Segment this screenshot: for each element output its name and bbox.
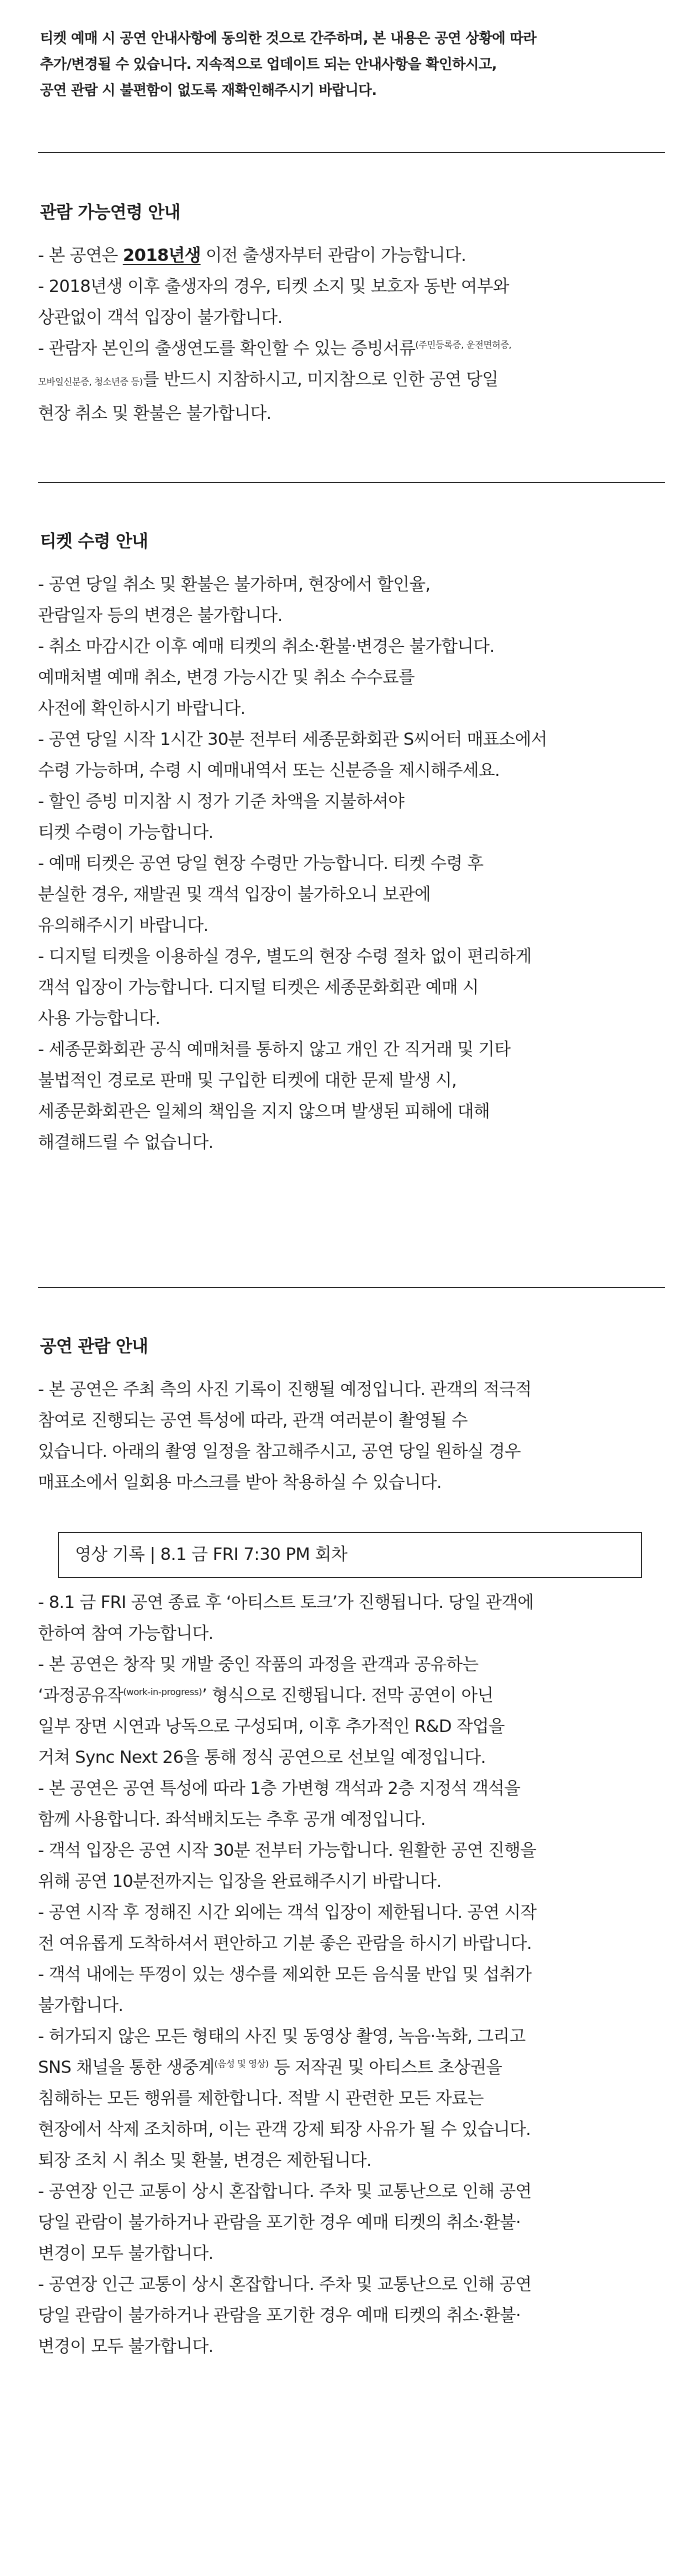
item-line: - 2018년생 이후 출생자의 경우, 티켓 소지 및 보호자 동반 여부와 bbox=[38, 277, 509, 297]
section-divider bbox=[38, 1287, 665, 1288]
video-recording-note: 영상 기록 | 8.1 금 FRI 7:30 PM 회차 bbox=[58, 1532, 642, 1578]
list-item bbox=[38, 725, 678, 787]
intro-line: 추가/변경될 수 있습니다. 지속적으로 업데이트 되는 안내사항을 확인하시고, bbox=[40, 57, 497, 73]
item-text: 등 저작권 및 아티스트 초상권을 bbox=[268, 2058, 503, 2078]
item-text: 이전 출생자부터 관람이 가능합니다. bbox=[200, 246, 466, 266]
item-line: 변경이 모두 불가합니다. bbox=[38, 2337, 214, 2357]
list-item bbox=[38, 787, 678, 849]
age-section-title: 관람 가능연령 안내 bbox=[40, 203, 181, 223]
item-line: 당일 관람이 불가하거나 관람을 포기한 경우 예매 티켓의 취소·환불· bbox=[38, 2213, 521, 2233]
item-text: SNS 채널을 통한 생중계 bbox=[38, 2058, 215, 2078]
item-line: - 본 공연은 주최 측의 사진 기록이 진행될 예정입니다. 관객의 적극적 bbox=[38, 1380, 532, 1400]
list-item bbox=[38, 1960, 678, 2022]
item-text: 를 반드시 지참하시고, 미지참으로 인한 공연 당일 bbox=[142, 370, 499, 390]
item-rest bbox=[38, 2084, 678, 2177]
item-text: - 본 공연은 bbox=[38, 246, 123, 266]
item-text: ’ 형식으로 진행됩니다. 전막 공연이 아닌 bbox=[201, 1686, 494, 1706]
viewing-section-title: 공연 관람 안내 bbox=[40, 1337, 148, 1357]
item-line: 불법적인 경로로 판매 및 구입한 티켓에 대한 문제 발생 시, bbox=[38, 1071, 457, 1091]
item-line: 침해하는 모든 행위를 제한합니다. 적발 시 관련한 모든 자료는 bbox=[38, 2089, 484, 2109]
ticket-section-title: 티켓 수령 안내 bbox=[40, 532, 148, 552]
list-item bbox=[38, 1774, 678, 1836]
item-line: - 할인 증빙 미지참 시 정가 기준 차액을 지불하셔야 bbox=[38, 792, 405, 812]
item-text: ‘과정공유작 bbox=[38, 1686, 124, 1706]
item-line: 사전에 확인하시기 바랍니다. bbox=[38, 699, 246, 719]
item-line: - 공연 시작 후 정해진 시간 외에는 객석 입장이 제한됩니다. 공연 시작 bbox=[38, 1903, 537, 1923]
viewing-list bbox=[38, 1375, 678, 1499]
item-line: - 객석 입장은 공연 시작 30분 전부터 가능합니다. 원활한 공연 진행을 bbox=[38, 1841, 537, 1861]
item-line: - 허가되지 않은 모든 형태의 사진 및 동영상 촬영, 녹음·녹화, 그리고 bbox=[38, 2027, 526, 2047]
item-text: - 관람자 본인의 출생연도를 확인할 수 있는 증빙서류 bbox=[38, 339, 416, 359]
list-item bbox=[38, 1836, 678, 1898]
audio-video-note: (음성 및 영상) bbox=[214, 2060, 269, 2070]
list-item bbox=[38, 1588, 678, 1650]
list-item bbox=[38, 2022, 678, 2177]
item-line: 티켓 수령이 가능합니다. bbox=[38, 823, 214, 843]
list-item bbox=[38, 241, 678, 272]
intro-line: 티켓 예매 시 공연 안내사항에 동의한 것으로 간주하며, 본 내용은 공연 상황에 따라 bbox=[40, 31, 537, 47]
section-divider bbox=[38, 482, 665, 483]
item-line: - 취소 마감시간 이후 예매 티켓의 취소·환불·변경은 불가합니다. bbox=[38, 637, 495, 657]
item-line: 위해 공연 10분전까지는 입장을 완료해주시기 바랍니다. bbox=[38, 1872, 442, 1892]
item-line: 퇴장 조치 시 취소 및 환불, 변경은 제한됩니다. bbox=[38, 2151, 372, 2171]
item-line: - 공연 당일 시작 1시간 30분 전부터 세종문화회관 S씨어터 매표소에서 bbox=[38, 730, 547, 750]
item-line: 불가합니다. bbox=[38, 1996, 124, 2016]
item-line: 당일 관람이 불가하거나 관람을 포기한 경우 예매 티켓의 취소·환불· bbox=[38, 2306, 521, 2326]
item-line: 참여로 진행되는 공연 특성에 따라, 관객 여러분이 촬영될 수 bbox=[38, 1411, 468, 1431]
id-document-note: 모바일신분증, 청소년증 등) bbox=[38, 378, 143, 388]
list-item bbox=[38, 334, 678, 430]
item-line: - 객석 내에는 뚜껑이 있는 생수를 제외한 모든 음식물 반입 및 섭취가 bbox=[38, 1965, 532, 1985]
item-line: - 공연장 인근 교통이 상시 혼잡합니다. 주차 및 교통난으로 인해 공연 bbox=[38, 2182, 532, 2202]
item-line: 해결해드릴 수 없습니다. bbox=[38, 1133, 214, 1153]
item-line bbox=[38, 334, 678, 365]
ticket-list bbox=[38, 570, 678, 1159]
item-line: - 본 공연은 창작 및 개발 중인 작품의 과정을 관객과 공유하는 bbox=[38, 1655, 479, 1675]
item-line: - 세종문화회관 공식 예매처를 통하지 않고 개인 간 직거래 및 기타 bbox=[38, 1040, 511, 1060]
list-item bbox=[38, 2270, 678, 2363]
list-item bbox=[38, 1035, 678, 1159]
item-line: 예매처별 예매 취소, 변경 가능시간 및 취소 수수료를 bbox=[38, 668, 415, 688]
item-line: 변경이 모두 불가합니다. bbox=[38, 2244, 214, 2264]
item-line: - 디지털 티켓을 이용하실 경우, 별도의 현장 수령 절차 없이 편리하게 bbox=[38, 947, 532, 967]
list-item bbox=[38, 1898, 678, 1960]
item-line bbox=[38, 1681, 678, 1712]
item-line: 전 여유롭게 도착하셔서 편안하고 기분 좋은 관람을 하시기 바랍니다. bbox=[38, 1934, 532, 1954]
item-line: 현장에서 삭제 조치하며, 이는 관객 강제 퇴장 사유가 될 수 있습니다. bbox=[38, 2120, 531, 2140]
viewing-list bbox=[38, 1588, 678, 2363]
work-in-progress-note: (work-in-progress) bbox=[123, 1688, 202, 1698]
item-line: 일부 장면 시연과 낭독으로 구성되며, 이후 추가적인 R&D 작업을 bbox=[38, 1717, 505, 1737]
item-line: 객석 입장이 가능합니다. 디지털 티켓은 세종문화회관 예매 시 bbox=[38, 978, 479, 998]
item-line: 한하여 참여 가능합니다. bbox=[38, 1624, 214, 1644]
item-rest bbox=[38, 1712, 678, 1774]
item-line: - 공연 당일 취소 및 환불은 불가하며, 현장에서 할인율, bbox=[38, 575, 431, 595]
list-item bbox=[38, 1650, 678, 1774]
id-document-note: (주민등록증, 운전면허증, bbox=[415, 341, 512, 351]
item-line: 유의해주시기 바랍니다. bbox=[38, 916, 209, 936]
item-line: 있습니다. 아래의 촬영 일정을 참고해주시고, 공연 당일 원하실 경우 bbox=[38, 1442, 521, 1462]
item-line: - 예매 티켓은 공연 당일 현장 수령만 가능합니다. 티켓 수령 후 bbox=[38, 854, 484, 874]
item-line: 분실한 경우, 재발권 및 객석 입장이 불가하오니 보관에 bbox=[38, 885, 431, 905]
item-line: 매표소에서 일회용 마스크를 받아 착용하실 수 있습니다. bbox=[38, 1473, 442, 1493]
item-line: - 본 공연은 공연 특성에 따라 1층 가변형 객석과 2층 지정석 객석을 bbox=[38, 1779, 521, 1799]
birth-year-highlight: 2018년생 bbox=[122, 246, 201, 266]
item-line: - 8.1 금 FRI 공연 종료 후 ‘아티스트 토크’가 진행됩니다. 당일 관객에 bbox=[38, 1593, 534, 1613]
list-item bbox=[38, 632, 678, 725]
intro-notice bbox=[40, 26, 670, 104]
item-line: 수령 가능하며, 수령 시 예매내역서 또는 신분증을 제시해주세요. bbox=[38, 761, 500, 781]
list-item bbox=[38, 849, 678, 942]
item-line: 세종문화회관은 일체의 책임을 지지 않으며 발생된 피해에 대해 bbox=[38, 1102, 490, 1122]
item-line: 거쳐 Sync Next 26을 통해 정식 공연으로 선보일 예정입니다. bbox=[38, 1748, 486, 1768]
intro-line: 공연 관람 시 불편함이 없도록 재확인해주시기 바랍니다. bbox=[40, 83, 377, 99]
item-line: 관람일자 등의 변경은 불가합니다. bbox=[38, 606, 283, 626]
item-line bbox=[38, 2053, 678, 2084]
item-line: - 공연장 인근 교통이 상시 혼잡합니다. 주차 및 교통난으로 인해 공연 bbox=[38, 2275, 532, 2295]
list-item bbox=[38, 942, 678, 1035]
list-item bbox=[38, 570, 678, 632]
item-line: 현장 취소 및 환불은 불가합니다. bbox=[38, 404, 272, 424]
list-item bbox=[38, 272, 678, 334]
list-item bbox=[38, 2177, 678, 2270]
item-line: 사용 가능합니다. bbox=[38, 1009, 161, 1029]
list-item bbox=[38, 1375, 678, 1499]
item-line: 상관없이 객석 입장이 불가합니다. bbox=[38, 308, 283, 328]
item-line: 함께 사용합니다. 좌석배치도는 추후 공개 예정입니다. bbox=[38, 1810, 426, 1830]
age-list bbox=[38, 241, 678, 430]
section-divider bbox=[38, 152, 665, 153]
item-line bbox=[38, 365, 678, 399]
